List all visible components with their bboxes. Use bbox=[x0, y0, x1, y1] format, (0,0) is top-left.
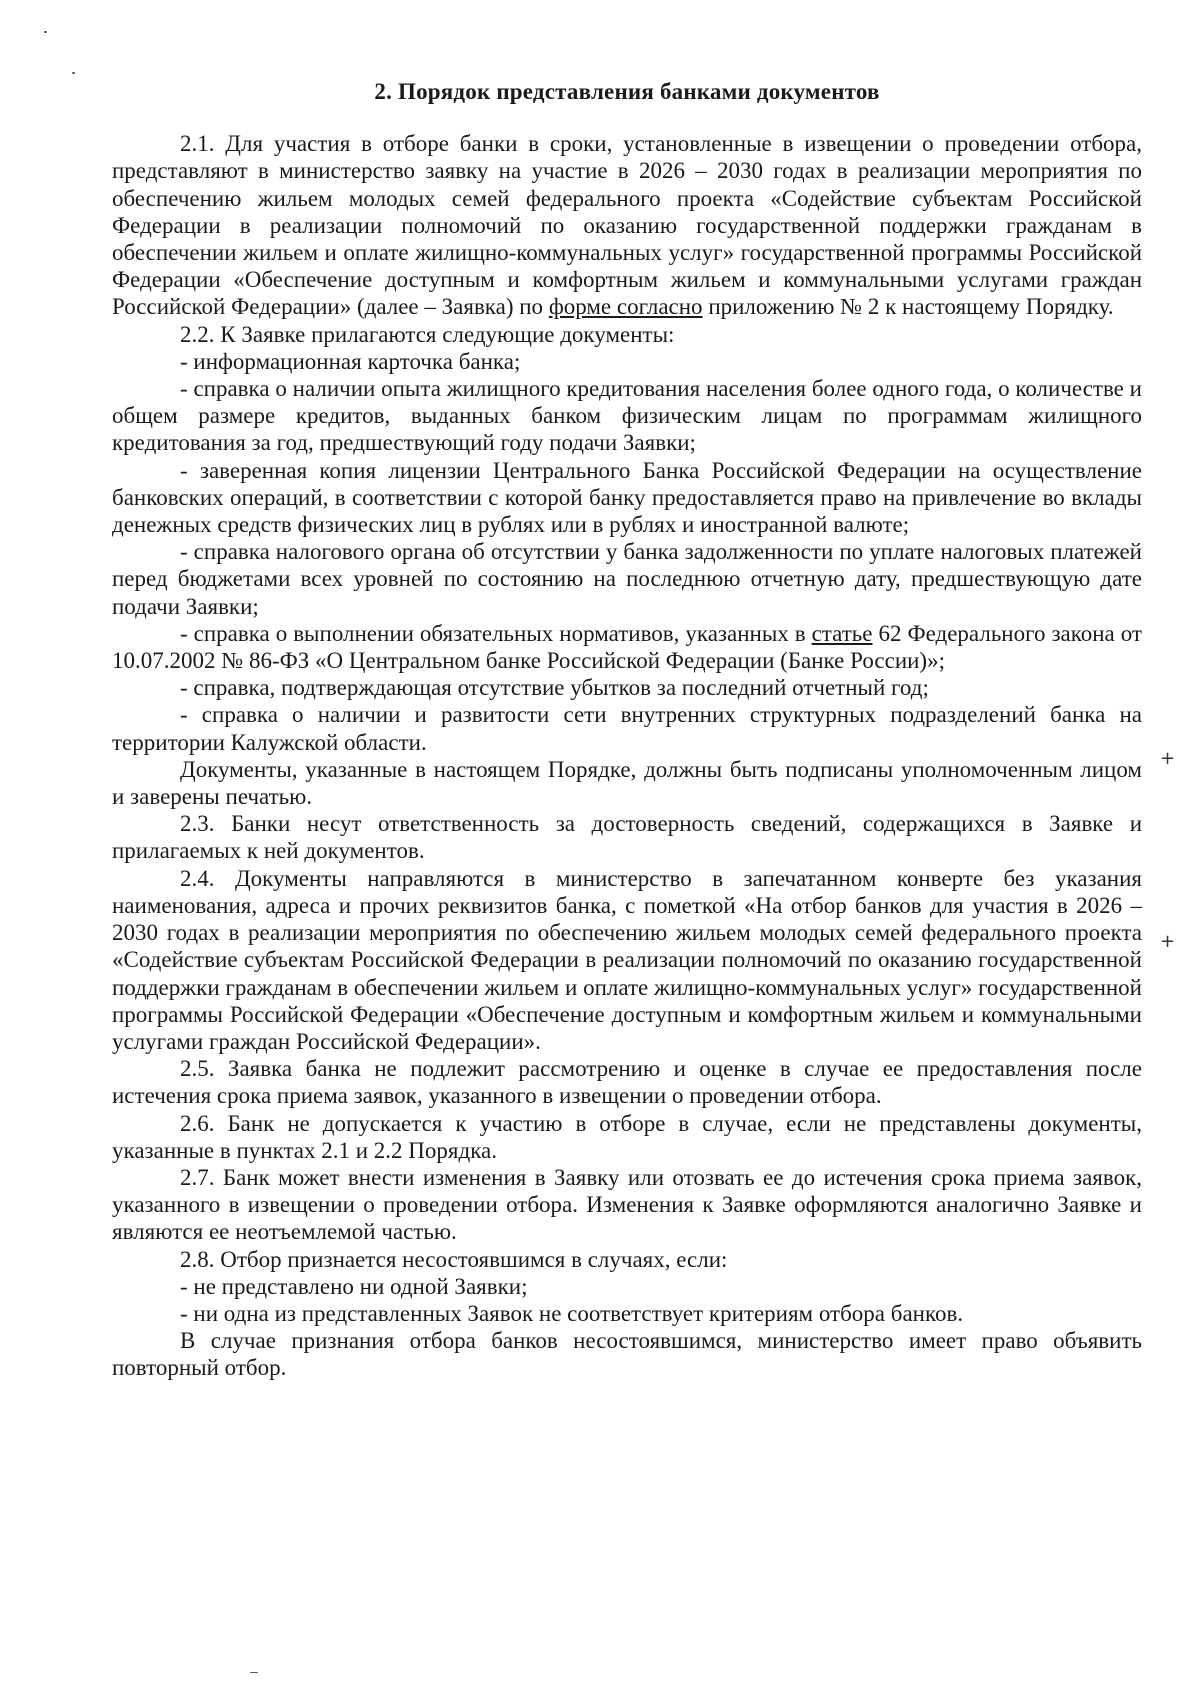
article-link[interactable]: статье bbox=[811, 620, 873, 646]
form-link[interactable]: форме согласно bbox=[548, 294, 703, 320]
scan-speck bbox=[72, 72, 75, 74]
margin-plus-mark: + bbox=[1160, 748, 1176, 769]
section-heading: 2. Порядок представления банками документов bbox=[374, 79, 880, 104]
paragraph-2-3: 2.3. Банки несут ответственность за достоверность сведений, содержащихся в Заявке и прилагаемых к ней документов. bbox=[112, 811, 1142, 864]
list-item: - информационная карточка банка; bbox=[180, 348, 521, 374]
paragraph-2-7: 2.7. Банк может внести изменения в Заявку или отозвать ее до истечения срока приема заявок, указанного в извещении о проведении отбора. Изменения к Заявке оформляются аналогично Заявке и являются ее неотъемлемой частью. bbox=[112, 1164, 1142, 1245]
paragraph-2-8: 2.8. Отбор признается несостоявшимся в случаях, если: bbox=[180, 1246, 728, 1272]
list-item: - справка о наличии опыта жилищного кредитования населения более одного года, о количестве и общем размере кредитов, выданных банком физическим лицам по программам жилищного кредитования за год, предшествующий году подачи Заявки; bbox=[112, 376, 1142, 456]
list-item: - ни одна из представленных Заявок не соответствует критериям отбора банков. bbox=[180, 1300, 964, 1326]
list-item: - не представлено ни одной Заявки; bbox=[180, 1273, 528, 1299]
list-item: - справка, подтверждающая отсутствие убытков за последний отчетный год; bbox=[180, 675, 929, 701]
list-item: - справка о выполнении обязательных нормативов, указанных в статье 62 Федерального закона от 10.07.2002 № 86-ФЗ «О Центральном банке Российской Федерации (Банке России)»; bbox=[112, 620, 1142, 674]
paragraph-2-6: 2.6. Банк не допускается к участию в отборе в случае, если не представлены документы, указанные в пунктах 2.1 и 2.2 Порядка. bbox=[112, 1110, 1142, 1163]
margin-plus-mark: + bbox=[1160, 931, 1176, 952]
document-body bbox=[112, 78, 1142, 1382]
scan-speck bbox=[250, 1672, 258, 1673]
paragraph-2-4: 2.4. Документы направляются в министерство в запечатанном конверте без указания наименования, адреса и прочих реквизитов банка, с пометкой «На отбор банков для участия в 2026 – 2030 годах в реализации мероприятия по обеспечению жильем молодых семей федерального проекта «Содействие субъектам Российской Федерации в реализации полномочий по оказанию государственной поддержки гражданам в обеспечении жильем и оплате жилищно-коммунальных услуг» государственной программы Российской Федерации «Обеспечение доступным и комфортным жильем и коммунальными услугами граждан Российской Федерации». bbox=[112, 865, 1142, 1054]
list-item: - справка налогового органа об отсутствии у банка задолженности по уплате налоговых платежей перед бюджетами всех уровней по состоянию на последнюю отчетную дату, предшествующую дате подачи Заявки; bbox=[112, 539, 1142, 619]
paragraph-repeat-selection: В случае признания отбора банков несостоявшимся, министерство имеет право объявить повторный отбор. bbox=[112, 1328, 1142, 1381]
paragraph-documents-signed: Документы, указанные в настоящем Порядке, должны быть подписаны уполномоченным лицом и заверены печатью. bbox=[112, 756, 1142, 810]
paragraph-2-5: 2.5. Заявка банка не подлежит рассмотрению и оценке в случае ее предоставления после истечения срока приема заявок, указанного в извещении о проведении отбора. bbox=[112, 1056, 1142, 1109]
paragraph-2-2: 2.2. К Заявке прилагаются следующие документы: bbox=[180, 321, 675, 347]
paragraph-2-1: 2.1. Для участия в отборе банки в сроки, установленные в извещении о проведении отбора, представляют в министерство заявку на участие в 2026 – 2030 годах в реализации мероприятия по обеспечению жильем молодых семей федерального проекта «Содействие субъектам Российской Федерации в реализации полномочий по оказанию государственной поддержки гражданам в обеспечении жильем и оплате жилищно-коммунальных услуг» государственной программы Российской Федерации «Обеспечение доступным и комфортным жильем и коммунальными услугами граждан Российской Федерации» (далее – Заявка) по форме согласно приложению № 2 к настоящему Порядку. bbox=[112, 131, 1142, 320]
list-item: - справка о наличии и развитости сети внутренних структурных подразделений банка на территории Калужской области. bbox=[112, 702, 1142, 755]
scan-speck bbox=[44, 31, 47, 33]
list-item: - заверенная копия лицензии Центрального Банка Российской Федерации на осуществление банковских операций, в соответствии с которой банку предоставляется право на привлечение во вклады денежных средств физических лиц в рублях или в рублях и иностранной валюте; bbox=[112, 457, 1142, 538]
